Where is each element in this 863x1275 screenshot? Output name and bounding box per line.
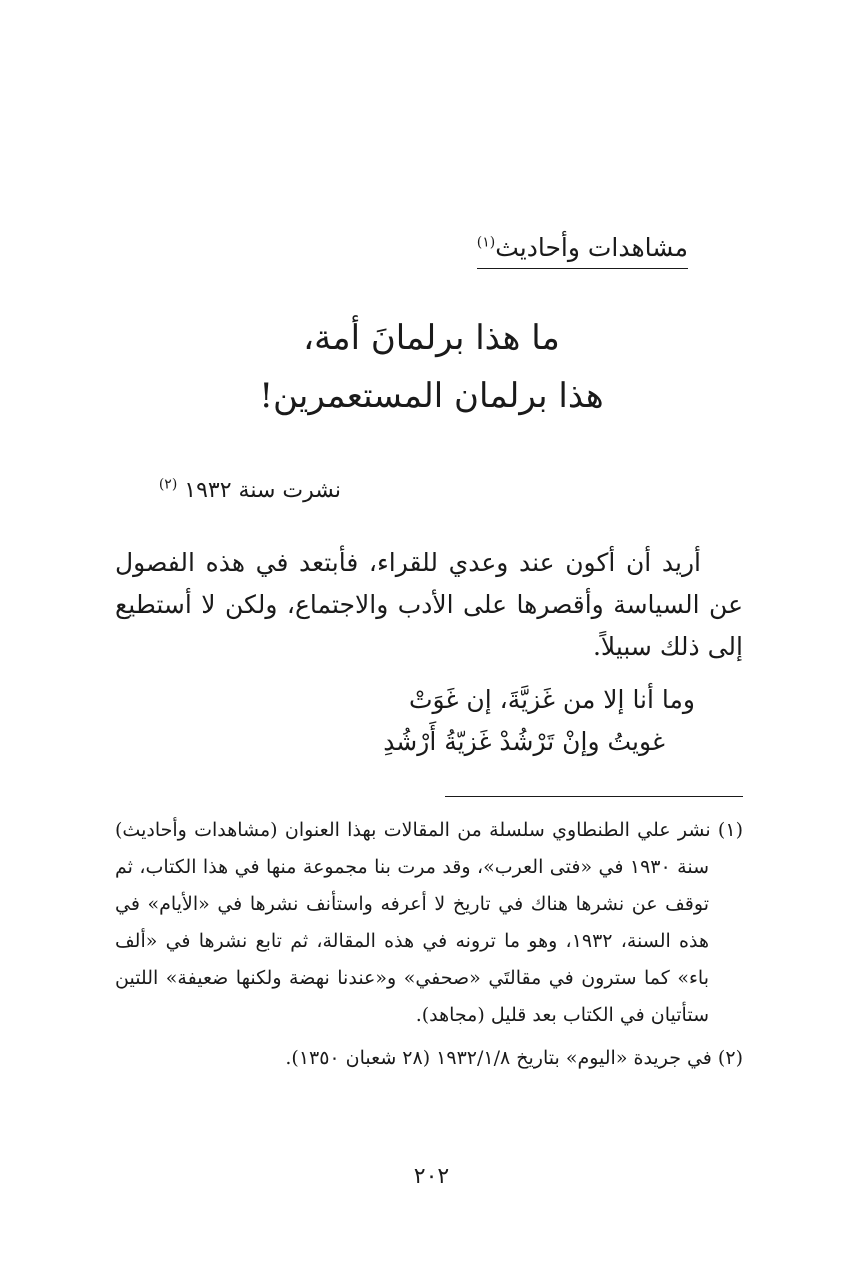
article-title-line-2: هذا برلمان المستعمرين! xyxy=(259,376,604,416)
body-text xyxy=(115,542,743,668)
publication-text: نشرت سنة ١٩٣٢ xyxy=(184,478,341,503)
publication-note xyxy=(159,474,341,508)
series-title: مشاهدات وأحاديث xyxy=(495,233,688,262)
verse-hemistich-1: وما أنا إلا من غَزيَّةَ، إن غَوَتْ xyxy=(408,685,695,714)
page-number: ٢٠٢ xyxy=(413,1164,450,1189)
verse-hemistich-2: غويتُ وإنْ تَرْشُدْ غَزيّةُ أَرْشُدِ xyxy=(383,727,665,756)
footnote-1: (١) نشر علي الطنطاوي سلسلة من المقالات بهذا العنوان (مشاهدات وأحاديث) سنة ١٩٣٠ في «فتى العرب»، وقد مرت بنا مجموعة منها في هذا الكتاب، ثم توقف عن نشرها هناك في تاريخ لا أعرفه واستأنف نشرها في «الأيام» في هذه السنة، ١٩٣٢، وهو ما ترونه في هذه المقالة، ثم تابع نشرها في «ألف باء» كما سترون في مقالتَي «صحفي» و«عندنا نهضة ولكنها ضعيفة» اللتين ستأتيان في الكتاب بعد قليل (مجاهد). xyxy=(115,819,743,1026)
footnote-2: (٢) في جريدة «اليوم» بتاريخ ١٩٣٢/١/٨ (٢٨ شعبان ١٣٥٠). xyxy=(285,1047,743,1069)
footnote-separator xyxy=(445,796,743,797)
footnotes xyxy=(115,812,743,1083)
article-title-line-1: ما هذا برلمانَ أمة، xyxy=(303,318,560,358)
footnote-ref-2: (٢) xyxy=(158,476,178,493)
series-heading xyxy=(477,230,688,269)
body-paragraph: أريد أن أكون عند وعدي للقراء، فأبتعد في هذه الفصول عن السياسة وأقصرها على الأدب والاجتماع، ولكن لا أستطيع إلى ذلك سبيلاً. xyxy=(115,548,743,661)
footnote-ref-1: (١) xyxy=(476,234,496,251)
